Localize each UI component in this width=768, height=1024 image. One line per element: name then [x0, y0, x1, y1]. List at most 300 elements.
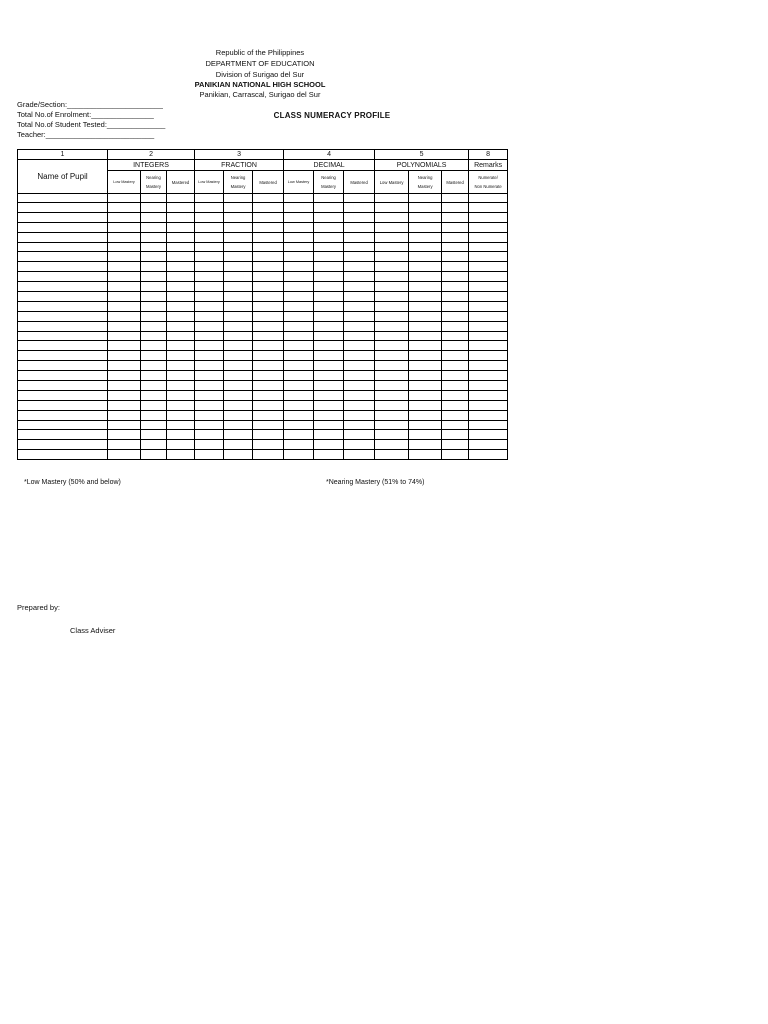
score-cell[interactable] [167, 212, 195, 222]
score-cell[interactable] [224, 194, 253, 203]
score-cell[interactable] [409, 282, 442, 292]
score-cell[interactable] [167, 301, 195, 311]
score-cell[interactable] [314, 341, 344, 351]
score-cell[interactable] [195, 381, 224, 391]
score-cell[interactable] [141, 194, 167, 203]
score-cell[interactable] [344, 272, 375, 282]
pupil-name-cell[interactable] [18, 341, 108, 351]
score-cell[interactable] [314, 381, 344, 391]
score-cell[interactable] [108, 390, 141, 400]
score-cell[interactable] [344, 381, 375, 391]
score-cell[interactable] [141, 410, 167, 420]
score-cell[interactable] [442, 292, 469, 302]
score-cell[interactable] [314, 371, 344, 381]
score-cell[interactable] [253, 331, 284, 341]
score-cell[interactable] [195, 321, 224, 331]
score-cell[interactable] [314, 232, 344, 242]
pupil-name-cell[interactable] [18, 311, 108, 321]
score-cell[interactable] [442, 262, 469, 272]
score-cell[interactable] [167, 361, 195, 371]
score-cell[interactable] [108, 232, 141, 242]
score-cell[interactable] [141, 450, 167, 460]
score-cell[interactable] [409, 321, 442, 331]
score-cell[interactable] [141, 262, 167, 272]
score-cell[interactable] [167, 292, 195, 302]
score-cell[interactable] [344, 420, 375, 430]
score-cell[interactable] [469, 203, 508, 213]
score-cell[interactable] [224, 203, 253, 213]
score-cell[interactable] [409, 252, 442, 262]
score-cell[interactable] [314, 292, 344, 302]
score-cell[interactable] [284, 311, 314, 321]
score-cell[interactable] [469, 292, 508, 302]
score-cell[interactable] [253, 341, 284, 351]
score-cell[interactable] [442, 381, 469, 391]
score-cell[interactable] [344, 194, 375, 203]
score-cell[interactable] [469, 242, 508, 252]
score-cell[interactable] [108, 420, 141, 430]
score-cell[interactable] [195, 430, 224, 440]
score-cell[interactable] [442, 282, 469, 292]
score-cell[interactable] [195, 203, 224, 213]
score-cell[interactable] [224, 341, 253, 351]
score-cell[interactable] [344, 222, 375, 232]
pupil-name-cell[interactable] [18, 430, 108, 440]
score-cell[interactable] [167, 194, 195, 203]
pupil-name-cell[interactable] [18, 321, 108, 331]
score-cell[interactable] [409, 212, 442, 222]
score-cell[interactable] [108, 381, 141, 391]
score-cell[interactable] [224, 212, 253, 222]
score-cell[interactable] [167, 331, 195, 341]
score-cell[interactable] [442, 222, 469, 232]
score-cell[interactable] [314, 430, 344, 440]
score-cell[interactable] [469, 420, 508, 430]
score-cell[interactable] [167, 410, 195, 420]
score-cell[interactable] [141, 420, 167, 430]
score-cell[interactable] [314, 410, 344, 420]
score-cell[interactable] [375, 282, 409, 292]
score-cell[interactable] [224, 361, 253, 371]
score-cell[interactable] [167, 390, 195, 400]
score-cell[interactable] [253, 371, 284, 381]
score-cell[interactable] [442, 341, 469, 351]
score-cell[interactable] [167, 262, 195, 272]
score-cell[interactable] [141, 301, 167, 311]
score-cell[interactable] [108, 430, 141, 440]
score-cell[interactable] [284, 222, 314, 232]
score-cell[interactable] [469, 194, 508, 203]
score-cell[interactable] [375, 361, 409, 371]
pupil-name-cell[interactable] [18, 292, 108, 302]
score-cell[interactable] [284, 194, 314, 203]
score-cell[interactable] [224, 301, 253, 311]
score-cell[interactable] [314, 301, 344, 311]
score-cell[interactable] [375, 194, 409, 203]
score-cell[interactable] [469, 212, 508, 222]
score-cell[interactable] [253, 311, 284, 321]
score-cell[interactable] [442, 311, 469, 321]
score-cell[interactable] [195, 212, 224, 222]
pupil-name-cell[interactable] [18, 420, 108, 430]
score-cell[interactable] [375, 301, 409, 311]
score-cell[interactable] [469, 311, 508, 321]
score-cell[interactable] [195, 311, 224, 321]
score-cell[interactable] [108, 282, 141, 292]
score-cell[interactable] [195, 272, 224, 282]
score-cell[interactable] [224, 282, 253, 292]
pupil-name-cell[interactable] [18, 232, 108, 242]
score-cell[interactable] [442, 301, 469, 311]
score-cell[interactable] [442, 440, 469, 450]
score-cell[interactable] [314, 194, 344, 203]
score-cell[interactable] [195, 371, 224, 381]
score-cell[interactable] [284, 371, 314, 381]
score-cell[interactable] [108, 440, 141, 450]
score-cell[interactable] [442, 351, 469, 361]
score-cell[interactable] [253, 272, 284, 282]
score-cell[interactable] [469, 232, 508, 242]
score-cell[interactable] [284, 262, 314, 272]
score-cell[interactable] [409, 410, 442, 420]
score-cell[interactable] [375, 242, 409, 252]
score-cell[interactable] [195, 331, 224, 341]
pupil-name-cell[interactable] [18, 242, 108, 252]
score-cell[interactable] [284, 400, 314, 410]
score-cell[interactable] [141, 390, 167, 400]
score-cell[interactable] [141, 272, 167, 282]
score-cell[interactable] [253, 381, 284, 391]
score-cell[interactable] [224, 272, 253, 282]
score-cell[interactable] [314, 420, 344, 430]
score-cell[interactable] [375, 321, 409, 331]
score-cell[interactable] [469, 331, 508, 341]
score-cell[interactable] [344, 450, 375, 460]
score-cell[interactable] [224, 410, 253, 420]
score-cell[interactable] [344, 203, 375, 213]
score-cell[interactable] [375, 203, 409, 213]
score-cell[interactable] [167, 450, 195, 460]
score-cell[interactable] [253, 212, 284, 222]
score-cell[interactable] [314, 212, 344, 222]
score-cell[interactable] [167, 381, 195, 391]
score-cell[interactable] [469, 351, 508, 361]
score-cell[interactable] [141, 351, 167, 361]
score-cell[interactable] [375, 390, 409, 400]
score-cell[interactable] [409, 262, 442, 272]
score-cell[interactable] [344, 331, 375, 341]
score-cell[interactable] [409, 292, 442, 302]
score-cell[interactable] [108, 252, 141, 262]
score-cell[interactable] [284, 410, 314, 420]
score-cell[interactable] [141, 311, 167, 321]
score-cell[interactable] [409, 194, 442, 203]
score-cell[interactable] [141, 242, 167, 252]
score-cell[interactable] [253, 430, 284, 440]
score-cell[interactable] [284, 272, 314, 282]
score-cell[interactable] [344, 311, 375, 321]
pupil-name-cell[interactable] [18, 410, 108, 420]
score-cell[interactable] [224, 242, 253, 252]
score-cell[interactable] [284, 292, 314, 302]
score-cell[interactable] [108, 321, 141, 331]
score-cell[interactable] [167, 430, 195, 440]
pupil-name-cell[interactable] [18, 351, 108, 361]
score-cell[interactable] [314, 440, 344, 450]
score-cell[interactable] [224, 420, 253, 430]
score-cell[interactable] [195, 222, 224, 232]
grade-section-field[interactable]: Grade/Section:_______________________ [17, 100, 163, 109]
pupil-name-cell[interactable] [18, 390, 108, 400]
pupil-name-cell[interactable] [18, 371, 108, 381]
enrolment-field[interactable]: Total No.of Enrolment:_______________ [17, 110, 154, 119]
score-cell[interactable] [469, 371, 508, 381]
score-cell[interactable] [375, 262, 409, 272]
score-cell[interactable] [108, 194, 141, 203]
score-cell[interactable] [141, 331, 167, 341]
score-cell[interactable] [167, 440, 195, 450]
score-cell[interactable] [314, 311, 344, 321]
pupil-name-cell[interactable] [18, 262, 108, 272]
score-cell[interactable] [409, 440, 442, 450]
score-cell[interactable] [284, 430, 314, 440]
score-cell[interactable] [253, 400, 284, 410]
score-cell[interactable] [344, 321, 375, 331]
pupil-name-cell[interactable] [18, 331, 108, 341]
score-cell[interactable] [344, 390, 375, 400]
score-cell[interactable] [314, 450, 344, 460]
score-cell[interactable] [469, 321, 508, 331]
score-cell[interactable] [442, 252, 469, 262]
score-cell[interactable] [167, 311, 195, 321]
score-cell[interactable] [375, 420, 409, 430]
score-cell[interactable] [314, 242, 344, 252]
score-cell[interactable] [195, 420, 224, 430]
score-cell[interactable] [375, 371, 409, 381]
score-cell[interactable] [108, 292, 141, 302]
score-cell[interactable] [224, 450, 253, 460]
score-cell[interactable] [284, 203, 314, 213]
score-cell[interactable] [344, 252, 375, 262]
score-cell[interactable] [195, 410, 224, 420]
score-cell[interactable] [108, 371, 141, 381]
score-cell[interactable] [409, 420, 442, 430]
score-cell[interactable] [409, 341, 442, 351]
score-cell[interactable] [344, 440, 375, 450]
score-cell[interactable] [314, 222, 344, 232]
score-cell[interactable] [195, 242, 224, 252]
score-cell[interactable] [253, 203, 284, 213]
score-cell[interactable] [284, 390, 314, 400]
score-cell[interactable] [409, 371, 442, 381]
score-cell[interactable] [375, 351, 409, 361]
score-cell[interactable] [195, 301, 224, 311]
score-cell[interactable] [224, 430, 253, 440]
score-cell[interactable] [108, 203, 141, 213]
score-cell[interactable] [442, 212, 469, 222]
score-cell[interactable] [253, 410, 284, 420]
score-cell[interactable] [344, 371, 375, 381]
score-cell[interactable] [224, 440, 253, 450]
score-cell[interactable] [409, 301, 442, 311]
score-cell[interactable] [224, 232, 253, 242]
score-cell[interactable] [344, 430, 375, 440]
score-cell[interactable] [344, 361, 375, 371]
score-cell[interactable] [469, 252, 508, 262]
score-cell[interactable] [108, 222, 141, 232]
score-cell[interactable] [195, 450, 224, 460]
score-cell[interactable] [195, 194, 224, 203]
score-cell[interactable] [375, 292, 409, 302]
score-cell[interactable] [253, 232, 284, 242]
score-cell[interactable] [344, 410, 375, 420]
score-cell[interactable] [344, 232, 375, 242]
score-cell[interactable] [195, 440, 224, 450]
score-cell[interactable] [224, 371, 253, 381]
score-cell[interactable] [375, 272, 409, 282]
score-cell[interactable] [469, 450, 508, 460]
score-cell[interactable] [224, 390, 253, 400]
pupil-name-cell[interactable] [18, 252, 108, 262]
score-cell[interactable] [314, 252, 344, 262]
pupil-name-cell[interactable] [18, 203, 108, 213]
score-cell[interactable] [253, 222, 284, 232]
score-cell[interactable] [141, 252, 167, 262]
score-cell[interactable] [284, 450, 314, 460]
score-cell[interactable] [224, 292, 253, 302]
score-cell[interactable] [442, 400, 469, 410]
score-cell[interactable] [253, 292, 284, 302]
score-cell[interactable] [469, 381, 508, 391]
score-cell[interactable] [167, 371, 195, 381]
score-cell[interactable] [141, 440, 167, 450]
score-cell[interactable] [344, 400, 375, 410]
score-cell[interactable] [141, 212, 167, 222]
score-cell[interactable] [108, 400, 141, 410]
score-cell[interactable] [409, 390, 442, 400]
score-cell[interactable] [469, 272, 508, 282]
pupil-name-cell[interactable] [18, 450, 108, 460]
score-cell[interactable] [224, 262, 253, 272]
score-cell[interactable] [108, 341, 141, 351]
score-cell[interactable] [167, 420, 195, 430]
score-cell[interactable] [442, 410, 469, 420]
score-cell[interactable] [253, 321, 284, 331]
score-cell[interactable] [195, 282, 224, 292]
score-cell[interactable] [409, 311, 442, 321]
score-cell[interactable] [375, 410, 409, 420]
score-cell[interactable] [253, 450, 284, 460]
score-cell[interactable] [253, 252, 284, 262]
score-cell[interactable] [442, 450, 469, 460]
score-cell[interactable] [409, 400, 442, 410]
score-cell[interactable] [108, 212, 141, 222]
score-cell[interactable] [375, 222, 409, 232]
score-cell[interactable] [409, 361, 442, 371]
score-cell[interactable] [469, 390, 508, 400]
score-cell[interactable] [224, 351, 253, 361]
score-cell[interactable] [141, 371, 167, 381]
score-cell[interactable] [224, 400, 253, 410]
score-cell[interactable] [469, 301, 508, 311]
score-cell[interactable] [167, 321, 195, 331]
score-cell[interactable] [375, 450, 409, 460]
score-cell[interactable] [409, 272, 442, 282]
score-cell[interactable] [284, 232, 314, 242]
score-cell[interactable] [314, 203, 344, 213]
score-cell[interactable] [314, 331, 344, 341]
score-cell[interactable] [375, 400, 409, 410]
score-cell[interactable] [375, 430, 409, 440]
score-cell[interactable] [442, 272, 469, 282]
pupil-name-cell[interactable] [18, 361, 108, 371]
score-cell[interactable] [314, 282, 344, 292]
score-cell[interactable] [442, 203, 469, 213]
pupil-name-cell[interactable] [18, 212, 108, 222]
score-cell[interactable] [108, 410, 141, 420]
score-cell[interactable] [253, 390, 284, 400]
score-cell[interactable] [409, 232, 442, 242]
pupil-name-cell[interactable] [18, 282, 108, 292]
score-cell[interactable] [409, 381, 442, 391]
score-cell[interactable] [141, 232, 167, 242]
score-cell[interactable] [469, 430, 508, 440]
score-cell[interactable] [314, 321, 344, 331]
score-cell[interactable] [442, 194, 469, 203]
score-cell[interactable] [442, 232, 469, 242]
score-cell[interactable] [469, 361, 508, 371]
score-cell[interactable] [442, 430, 469, 440]
score-cell[interactable] [375, 212, 409, 222]
score-cell[interactable] [344, 341, 375, 351]
score-cell[interactable] [141, 400, 167, 410]
score-cell[interactable] [224, 321, 253, 331]
score-cell[interactable] [442, 371, 469, 381]
score-cell[interactable] [167, 341, 195, 351]
score-cell[interactable] [442, 361, 469, 371]
score-cell[interactable] [141, 321, 167, 331]
score-cell[interactable] [141, 203, 167, 213]
score-cell[interactable] [195, 232, 224, 242]
score-cell[interactable] [469, 282, 508, 292]
score-cell[interactable] [469, 222, 508, 232]
score-cell[interactable] [409, 351, 442, 361]
score-cell[interactable] [141, 282, 167, 292]
teacher-field[interactable]: Teacher:__________________________ [17, 130, 155, 139]
pupil-name-cell[interactable] [18, 272, 108, 282]
score-cell[interactable] [253, 301, 284, 311]
score-cell[interactable] [167, 222, 195, 232]
score-cell[interactable] [167, 351, 195, 361]
score-cell[interactable] [195, 341, 224, 351]
score-cell[interactable] [253, 361, 284, 371]
score-cell[interactable] [409, 430, 442, 440]
score-cell[interactable] [195, 292, 224, 302]
score-cell[interactable] [253, 420, 284, 430]
score-cell[interactable] [141, 361, 167, 371]
score-cell[interactable] [167, 252, 195, 262]
score-cell[interactable] [253, 194, 284, 203]
score-cell[interactable] [195, 390, 224, 400]
score-cell[interactable] [108, 450, 141, 460]
pupil-name-cell[interactable] [18, 194, 108, 203]
score-cell[interactable] [375, 331, 409, 341]
score-cell[interactable] [284, 242, 314, 252]
score-cell[interactable] [284, 351, 314, 361]
score-cell[interactable] [108, 331, 141, 341]
score-cell[interactable] [442, 331, 469, 341]
score-cell[interactable] [442, 420, 469, 430]
